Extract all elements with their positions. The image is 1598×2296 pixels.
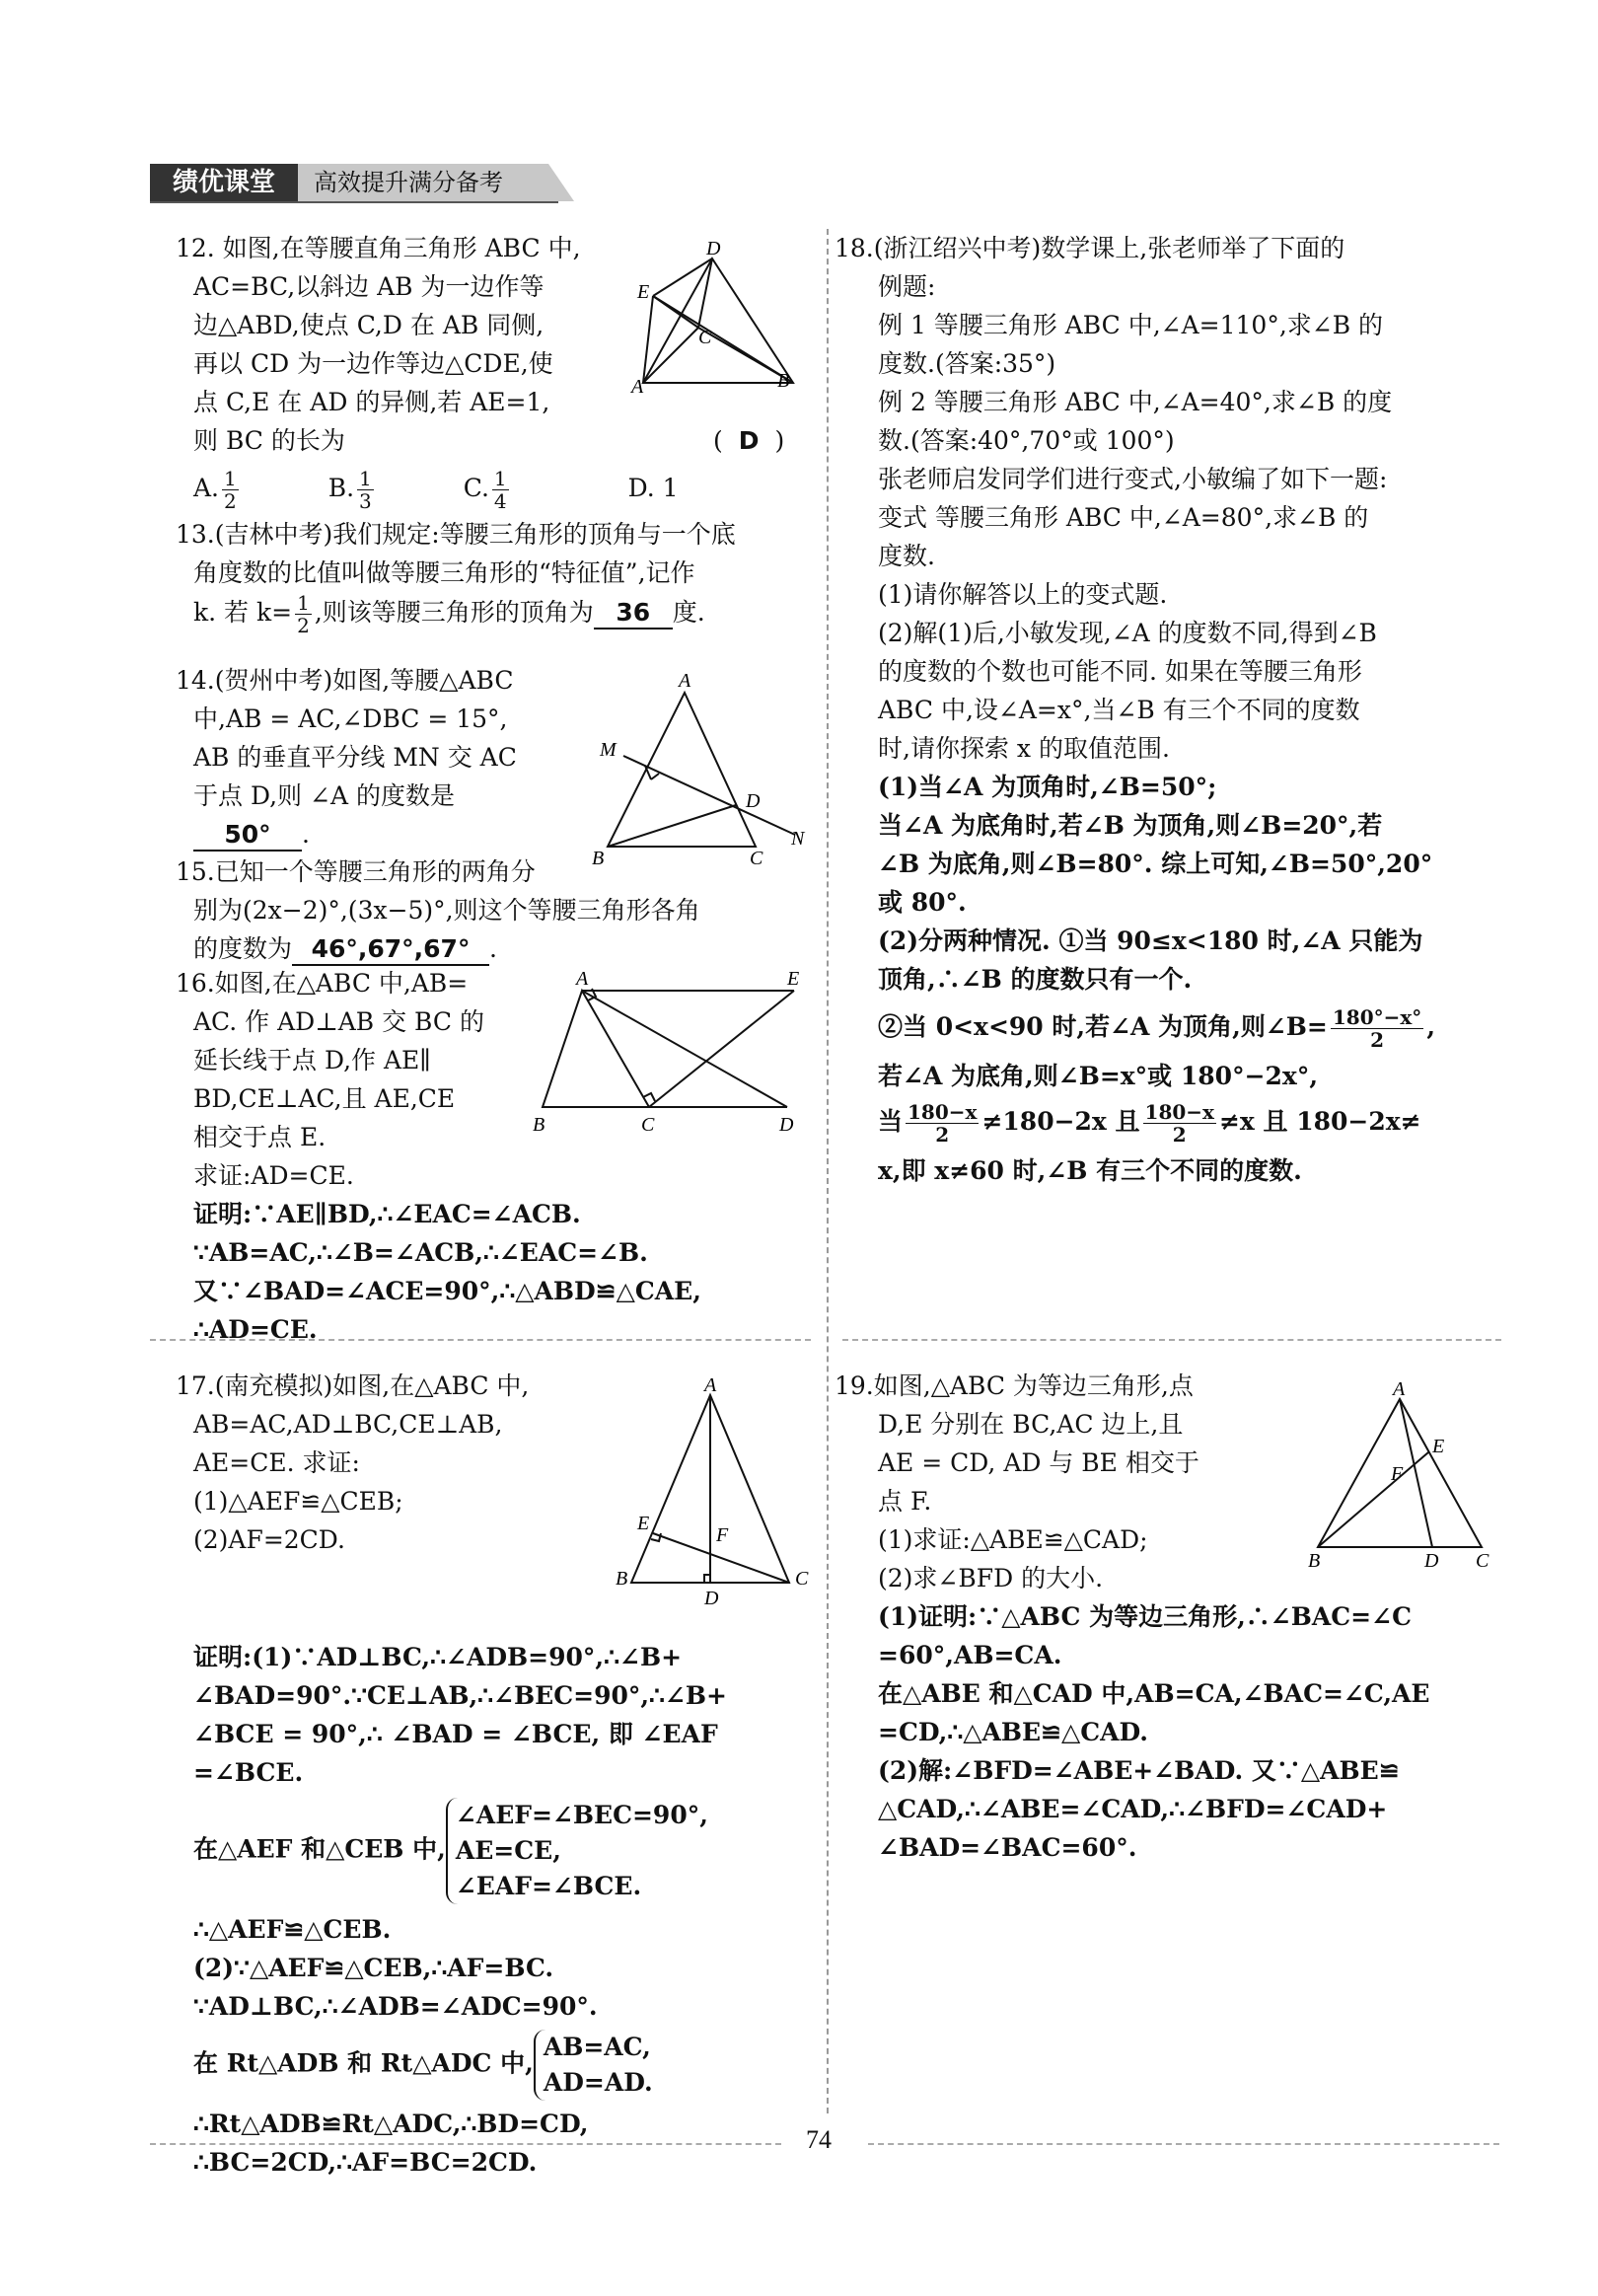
svg-text:A: A	[704, 1374, 717, 1396]
q19-proof-line: 在△ABE 和△CAD 中,AB=CA,∠BAC=∠C,AE	[878, 1679, 1430, 1708]
q12-frac-a: $\frac{1}{2}$	[224, 467, 237, 513]
svg-text:D: D	[704, 1588, 719, 1609]
q18-solution-line: ∠B 为底角,则∠B=80°. 综上可知,∠B=50°,20°	[878, 850, 1433, 878]
q15-answer: 46°,67°,67°	[292, 934, 489, 966]
header-rule	[150, 201, 558, 203]
question-18	[835, 229, 1505, 1190]
q17-brace-1: ∠AEF=∠BEC=90°, AE=CE, ∠EAF=∠BCE.	[446, 1798, 708, 1904]
q19-line: 19.如图,△ABC 为等边三角形,点	[835, 1371, 1194, 1400]
svg-text:C: C	[1476, 1550, 1489, 1572]
q16-line: 求证:AD=CE.	[193, 1161, 354, 1190]
q17-line: 17.(南充模拟)如图,在△ABC 中,	[176, 1371, 530, 1400]
question-14	[176, 661, 590, 853]
q18-line: 例 1 等腰三角形 ABC 中,∠A=110°,求∠B 的	[878, 311, 1384, 339]
q15-line: 的度数为 46°,67°,67° .	[176, 929, 817, 968]
q19-figure	[1298, 1377, 1495, 1575]
q13-line: k. 若 k= $\frac{1}{2}$ ,则该等腰三角形的顶角为 36 度.	[193, 591, 705, 637]
q14-line: 50° .	[176, 815, 590, 853]
svg-text:E: E	[637, 1513, 650, 1534]
q16-line: 延长线于点 D,作 AE∥	[193, 1046, 431, 1074]
q17-proof-line: ∠BCE = 90°,∴ ∠BAD = ∠BCE, 即 ∠EAF	[193, 1720, 718, 1748]
q17-proof-line: (2)∵△AEF≌△CEB,∴AF=BC.	[193, 1954, 554, 1982]
q19-line: D,E 分别在 BC,AC 边上,且	[878, 1410, 1184, 1439]
svg-text:B: B	[777, 370, 790, 392]
svg-text:C: C	[750, 848, 763, 869]
q16-proof-line: 证明:∵AE∥BD,∴∠EAC=∠ACB.	[193, 1200, 581, 1228]
column-divider	[827, 229, 829, 2113]
q18-line: 例 2 等腰三角形 ABC 中,∠A=40°,求∠B 的度	[878, 388, 1393, 416]
q19-proof-line: =CD,∴△ABE≌△CAD.	[878, 1718, 1149, 1746]
svg-text:A: A	[679, 670, 691, 692]
question-15	[176, 852, 817, 968]
q12-option-d: D. 1	[627, 474, 679, 502]
q14-line: 14.(贺州中考)如图,等腰△ABC	[176, 666, 514, 695]
q12-line: 点 C,E 在 AD 的异侧,若 AE=1,	[193, 388, 550, 416]
q12-line: 边△ABD,使点 C,D 在 AB 同侧,	[193, 311, 545, 339]
svg-text:E: E	[787, 968, 800, 990]
header-banner	[150, 164, 564, 201]
q18-line: (2)解(1)后,小敏发现,∠A 的度数不同,得到∠B	[878, 619, 1377, 647]
svg-text:B: B	[1308, 1550, 1321, 1572]
q19-proof-line: (2)解:∠BFD=∠ABE+∠BAD. 又∵△ABE≌	[878, 1756, 1400, 1785]
q18-line: 数.(答案:40°,70°或 100°)	[878, 426, 1175, 455]
q13-line: 13.(吉林中考)我们规定:等腰三角形的顶角与一个底	[176, 520, 736, 549]
q14-figure	[588, 671, 815, 868]
svg-text:B: B	[616, 1568, 628, 1590]
q18-line: 18.(浙江绍兴中考)数学课上,张老师举了下面的	[835, 234, 1345, 262]
q15-line: 15.已知一个等腰三角形的两角分	[176, 857, 536, 886]
svg-text:E: E	[637, 281, 650, 303]
q19-proof-line: (1)证明:∵△ABC 为等边三角形,∴∠BAC=∠C	[878, 1602, 1412, 1631]
footer-rule-right	[868, 2143, 1499, 2145]
svg-text:N: N	[791, 828, 805, 850]
section-divider-right	[842, 1339, 1501, 1341]
q18-line: 例题:	[878, 272, 936, 301]
q17-proof-line: ∴Rt△ADB≌Rt△ADC,∴BD=CD,	[193, 2110, 589, 2138]
q14-answer: 50°	[193, 820, 302, 852]
q16-proof-line: ∴AD=CE.	[193, 1315, 318, 1344]
q18-solution-line: 当 $\frac{180-x}{2}$ ≠180−2x 且 $\frac{180-x}{2}$ ≠x 且 180−2x≠	[878, 1100, 1421, 1147]
q17-line: AB=AC,AD⊥BC,CE⊥AB,	[193, 1410, 503, 1439]
q16-figure	[533, 969, 814, 1137]
question-13	[176, 515, 817, 636]
header-arrow	[548, 164, 574, 201]
svg-text:A: A	[631, 376, 644, 398]
q19-line: (1)求证:△ABE≌△CAD;	[878, 1525, 1148, 1554]
q12-line: 再以 CD 为一边作等边△CDE,使	[193, 349, 553, 378]
q18-solution-line: (2)分两种情况. ①当 90≤x<180 时,∠A 只能为	[878, 926, 1423, 955]
q12-answer: D	[738, 426, 760, 455]
q18-line: 的度数的个数也可能不同. 如果在等腰三角形	[878, 657, 1362, 686]
q16-proof-line: ∵AB=AC,∴∠B=∠ACB,∴∠EAC=∠B.	[193, 1238, 648, 1267]
svg-text:F: F	[716, 1524, 729, 1546]
q18-line: 度数.(答案:35°)	[878, 349, 1056, 378]
q12-options	[176, 468, 817, 512]
q17-line: (1)△AEF≌△CEB;	[193, 1487, 403, 1516]
q14-line: AB 的垂直平分线 MN 交 AC	[193, 743, 517, 772]
q12-figure	[623, 237, 801, 398]
header-slogan: 高效提升满分备考	[298, 164, 548, 201]
q18-line: ABC 中,设∠A=x°,当∠B 有三个不同的度数	[878, 696, 1360, 724]
q18-frac-1: $\frac{180^\circ-x^\circ}{2}$	[1332, 1005, 1422, 1052]
svg-text:A: A	[576, 968, 589, 990]
q18-line: 变式 等腰三角形 ABC 中,∠A=80°,求∠B 的	[878, 503, 1369, 532]
footer-rule-left	[150, 2143, 781, 2145]
q18-solution-line: 当∠A 为底角时,若∠B 为顶角,则∠B=20°,若	[878, 811, 1383, 840]
q19-line: AE = CD, AD 与 BE 相交于	[878, 1448, 1199, 1477]
q16-line: AC. 作 AD⊥AB 交 BC 的	[193, 1007, 484, 1036]
q17-line: AE=CE. 求证:	[193, 1448, 360, 1477]
q16-proof-line: 又∵∠BAD=∠ACE=90°,∴△ABD≌△CAE,	[193, 1277, 701, 1305]
q17-system-1-label: 在△AEF 和△CEB 中,	[193, 1834, 446, 1864]
q12-option-c: C.	[463, 474, 489, 502]
q17-system-2	[176, 2030, 817, 2101]
q17-system-1	[176, 1798, 817, 1904]
q19-line: 点 F.	[878, 1487, 932, 1516]
q18-solution-line: 顶角,∴∠B 的度数只有一个.	[878, 965, 1193, 994]
q17-proof-line: 证明:(1)∵AD⊥BC,∴∠ADB=90°,∴∠B+	[193, 1643, 683, 1671]
q15-line: 别为(2x−2)°,(3x−5)°,则这个等腰三角形各角	[193, 896, 700, 925]
q18-solution-line: ②当 0<x<90 时,若∠A 为顶角,则∠B= $\frac{180^\circ-x^\circ}{2}$ ,	[878, 1005, 1436, 1052]
q18-line: (1)请你解答以上的变式题.	[878, 580, 1168, 609]
svg-text:C: C	[641, 1114, 655, 1136]
q18-line: 时,请你探索 x 的取值范围.	[878, 734, 1170, 763]
q16-line: 相交于点 E.	[193, 1123, 327, 1151]
q13-fraction: $\frac{1}{2}$	[297, 591, 310, 637]
q17-proof-line: ∵AD⊥BC,∴∠ADB=∠ADC=90°.	[193, 1992, 598, 2021]
q12-frac-c: $\frac{1}{4}$	[493, 467, 507, 513]
q16-line: BD,CE⊥AC,且 AE,CE	[193, 1084, 456, 1113]
q17-proof-line: ∴BC=2CD,∴AF=BC=2CD.	[193, 2148, 538, 2177]
svg-text:C: C	[795, 1568, 809, 1590]
svg-text:D: D	[779, 1114, 794, 1136]
q18-solution-line: 或 80°.	[878, 888, 967, 917]
q12-line: 则 BC 的长为 ( D )	[193, 426, 785, 455]
q17-proof-line: =∠BCE.	[193, 1758, 304, 1787]
q16-line: 16.如图,在△ABC 中,AB=	[176, 969, 469, 998]
q17-proof-line: ∴△AEF≌△CEB.	[193, 1915, 392, 1944]
svg-text:E: E	[1432, 1436, 1445, 1457]
q12-stem-end: 则 BC 的长为	[193, 426, 345, 455]
q12-line: 12. 如图,在等腰直角三角形 ABC 中,	[176, 234, 581, 262]
q12-frac-b: $\frac{1}{3}$	[359, 467, 372, 513]
q17-brace-2: AB=AC, AD=AD.	[534, 2030, 653, 2101]
q18-solution-line: (1)当∠A 为顶角时,∠B=50°;	[878, 773, 1217, 801]
q13-line: 角度数的比值叫做等腰三角形的“特征值”,记作	[193, 558, 695, 587]
q18-line: 张老师启发同学们进行变式,小敏编了如下一题:	[878, 465, 1388, 493]
q14-line: 中,AB = AC,∠DBC = 15°,	[193, 704, 508, 733]
svg-text:C: C	[698, 327, 712, 348]
svg-text:D: D	[1424, 1550, 1439, 1572]
q18-frac-2: $\frac{180-x}{2}$	[908, 1100, 978, 1147]
q14-line: 于点 D,则 ∠A 的度数是	[193, 781, 455, 810]
svg-text:D: D	[746, 790, 761, 812]
q17-system-2-label: 在 Rt△ADB 和 Rt△ADC 中,	[193, 2048, 534, 2078]
q13-answer: 36	[594, 598, 673, 630]
q19-line: (2)求∠BFD 的大小.	[878, 1564, 1104, 1592]
q18-solution-line: 若∠A 为底角,则∠B=x°或 180°−2x°,	[878, 1062, 1319, 1090]
svg-text:A: A	[1393, 1378, 1406, 1400]
svg-text:D: D	[706, 238, 721, 259]
svg-text:M: M	[600, 739, 617, 761]
q12-line: AC=BC,以斜边 AB 为一边作等	[193, 272, 545, 301]
svg-text:B: B	[533, 1114, 545, 1136]
q17-line: (2)AF=2CD.	[193, 1525, 345, 1554]
svg-text:F: F	[1391, 1463, 1404, 1485]
q18-line: 度数.	[878, 542, 935, 570]
q19-proof-line: △CAD,∴∠ABE=∠CAD,∴∠BFD=∠CAD+	[878, 1795, 1388, 1823]
header-brand: 绩优课堂	[150, 164, 298, 201]
q12-option-b: B.	[327, 474, 355, 502]
svg-text:B: B	[592, 848, 605, 869]
q19-proof-line: =60°,AB=CA.	[878, 1641, 1062, 1669]
q19-proof-line: ∠BAD=∠BAC=60°.	[878, 1833, 1137, 1862]
page-number: 74	[806, 2125, 832, 2154]
q12-option-a: A.	[193, 474, 220, 502]
q18-frac-3: $\frac{180-x}{2}$	[1144, 1100, 1214, 1147]
q17-figure	[610, 1373, 807, 1610]
q18-solution-line: x,即 x≠60 时,∠B 有三个不同的度数.	[878, 1156, 1302, 1185]
q17-proof-line: ∠BAD=90°.∵CE⊥AB,∴∠BEC=90°,∴∠B+	[193, 1681, 727, 1710]
